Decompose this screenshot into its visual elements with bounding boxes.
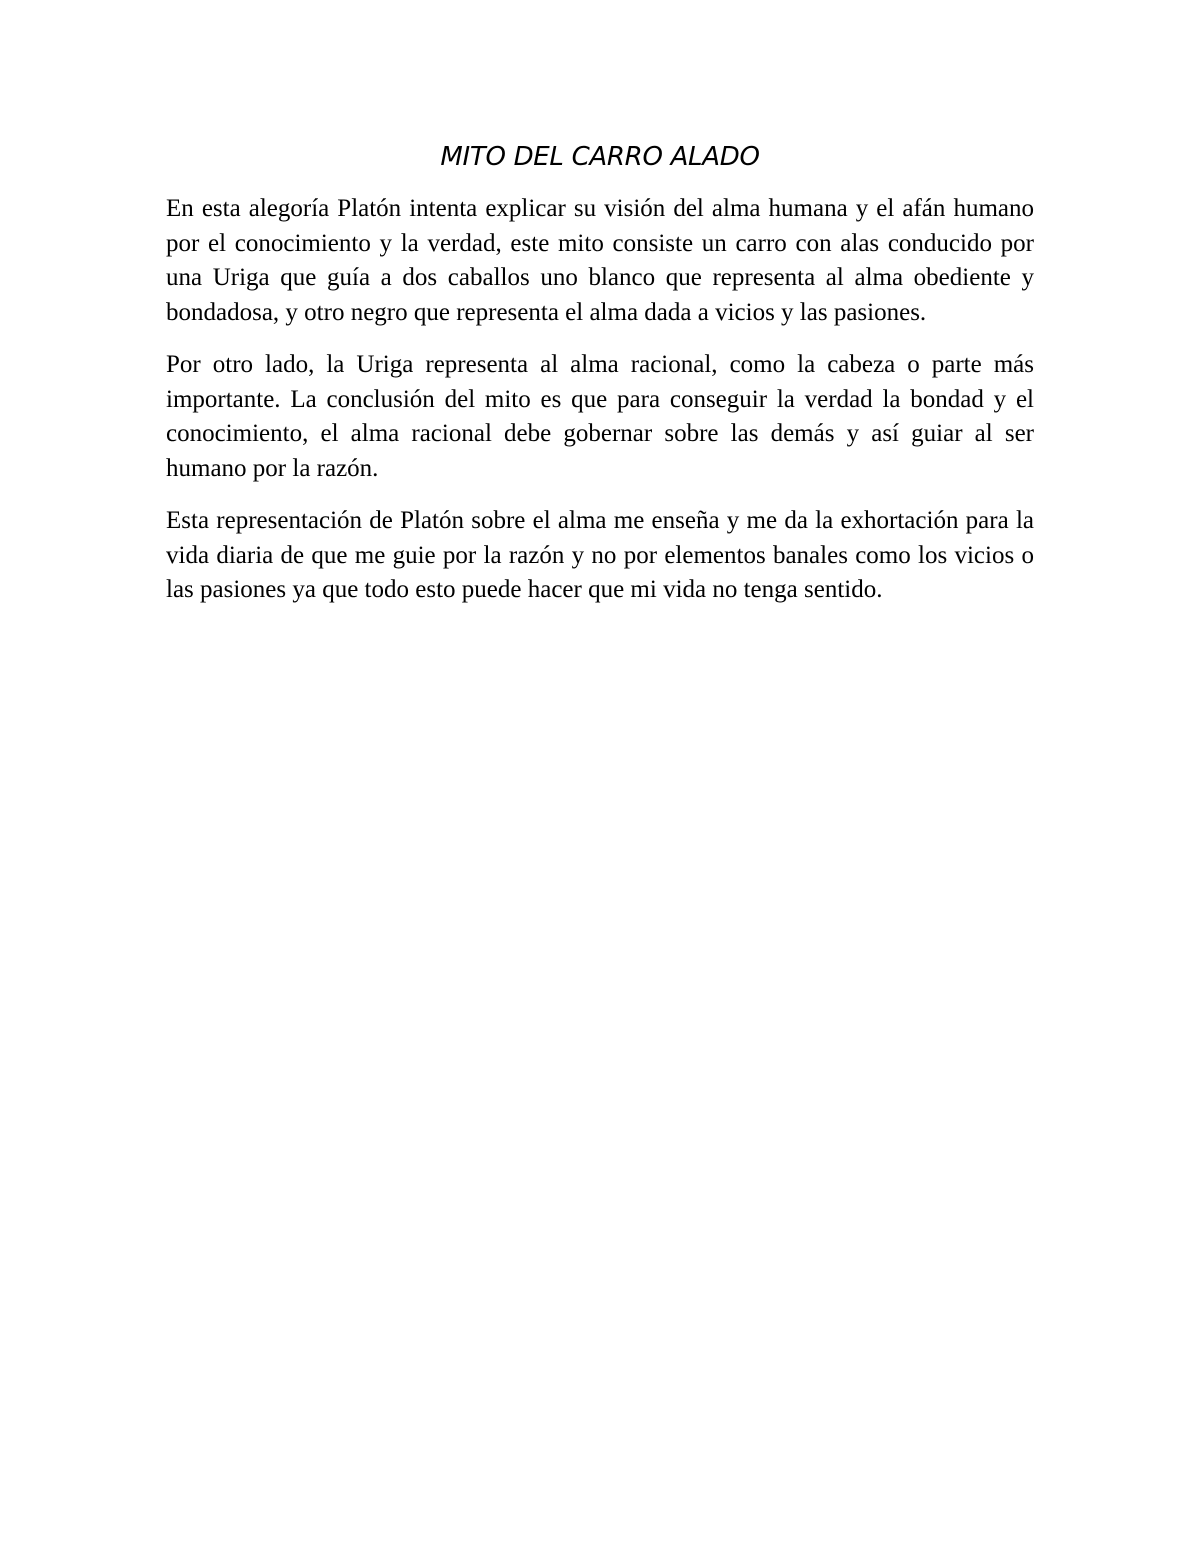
paragraph-2: Por otro lado, la Uriga representa al alma racional, como la cabeza o parte más importante. La conclusión del mito es que para conseguir la verdad la bondad y el conocimiento, el alma racional debe gobernar sobre las demás y así guiar al ser humano por la razón.	[166, 351, 1034, 482]
paragraph-3: Esta representación de Platón sobre el alma me enseña y me da la exhortación para la vida diaria de que me guie por la razón y no por elementos banales como los vicios o las pasiones ya que todo esto puede hacer que mi vida no tenga sentido.	[166, 507, 1034, 603]
document-title: MITO DEL CARRO ALADO	[440, 142, 760, 172]
paragraph-1: En esta alegoría Platón intenta explicar su visión del alma humana y el afán humano por el conocimiento y la verdad, este mito consiste un carro con alas conducido por una Uriga que guía a dos caballos uno blanco que representa al alma obediente y bondadosa, y otro negro que representa el alma dada a vicios y las pasiones.	[166, 195, 1034, 326]
document-body	[166, 140, 1034, 626]
